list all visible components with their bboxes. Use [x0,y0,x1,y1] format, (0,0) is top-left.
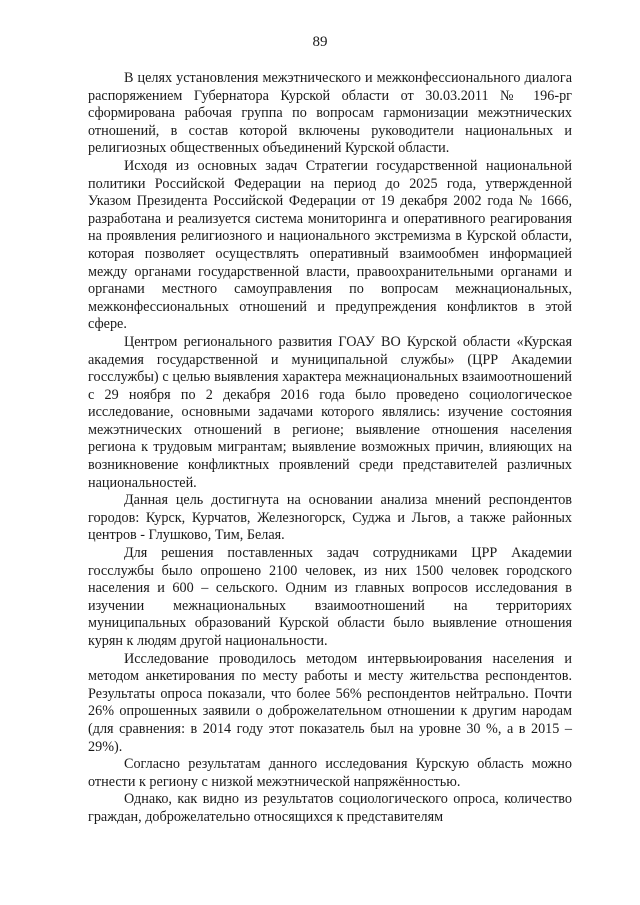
body-text [88,70,572,827]
paragraph-survey-sample: Для решения поставленных задач сотрудниками ЦРР Академии госслужбы было опрошено 2100 человек, из них 1500 человек городского населения и 600 – сельского. Одним из главных вопросов исследования в изучении межнациональных взаимоотношений на территориях муниципальных образований Курской области было выявление отношения курян к людям другой национальности. [88,545,572,649]
page-number: 89 [312,34,328,50]
paragraph-working-group: В целях установления межэтнического и межконфессионального диалога распоряжением Губернатора Курской области от 30.03.2011 № 196-рг сформирована рабочая группа по вопросам гармонизации межэтнических отношений, в состав которой включены руководители национальных и религиозных общественных объединений Курской области. [88,70,572,157]
paragraph-survey-results: Исследование проводилось методом интервьюирования населения и методом анкетирования по месту работы и месту жительства респондентов. Результаты опроса показали, что более 56% респондентов нейтрально. Почти 26% опрошенных заявили о доброжелательном отношении к другим народам (для сравнения: в 2014 году этот показатель был на уровне 30 %, а в 2015 – 29%). [88,650,572,755]
paragraph-sociological-study: Центром регионального развития ГОАУ ВО Курской области «Курская академия государственной и муниципальной службы» (ЦРР Академии госслужбы) с целью выявления характера межнациональных взаимоотношений с 29 ноября по 2 декабря 2016 года было проведено социологическое исследование, основными задачами которого являлись: изучение состояния межэтнических отношений в регионе; выявление отношения населения региона к трудовым мигрантам; выявление возможных причин, влияющих на возникновение конфликтных проявлений среди представителей различных национальностей. [88,333,572,491]
paragraph-low-tension: Согласно результатам данного исследования Курскую область можно отнести к региону с низкой межэтнической напряжённостью. [88,756,572,790]
paragraph-continuation: Однако, как видно из результатов социологического опроса, количество граждан, доброжелательно относящихся к представителям [88,791,572,825]
paragraph-monitoring-system: Исходя из основных задач Стратегии государственной национальной политики Российской Федерации на период до 2025 года, утвержденной Указом Президента Российской Федерации от 19 декабря 2002 года № 1666, разработана и реализуется система мониторинга и оперативного реагирования на проявления религиозного и национального экстремизма в Курской области, которая позволяет осуществлять оперативный взаимообмен информацией между органами государственной власти, правоохранительными органами и органами местного самоуправления по вопросам межнациональных, межконфессиональных отношений и предупреждения конфликтов в этой сфере. [88,157,572,333]
paragraph-respondent-cities: Данная цель достигнута на основании анализа мнений респондентов городов: Курск, Курчатов, Железногорск, Суджа и Льгов, а также районных центров - Глушково, Тим, Белая. [88,492,572,544]
